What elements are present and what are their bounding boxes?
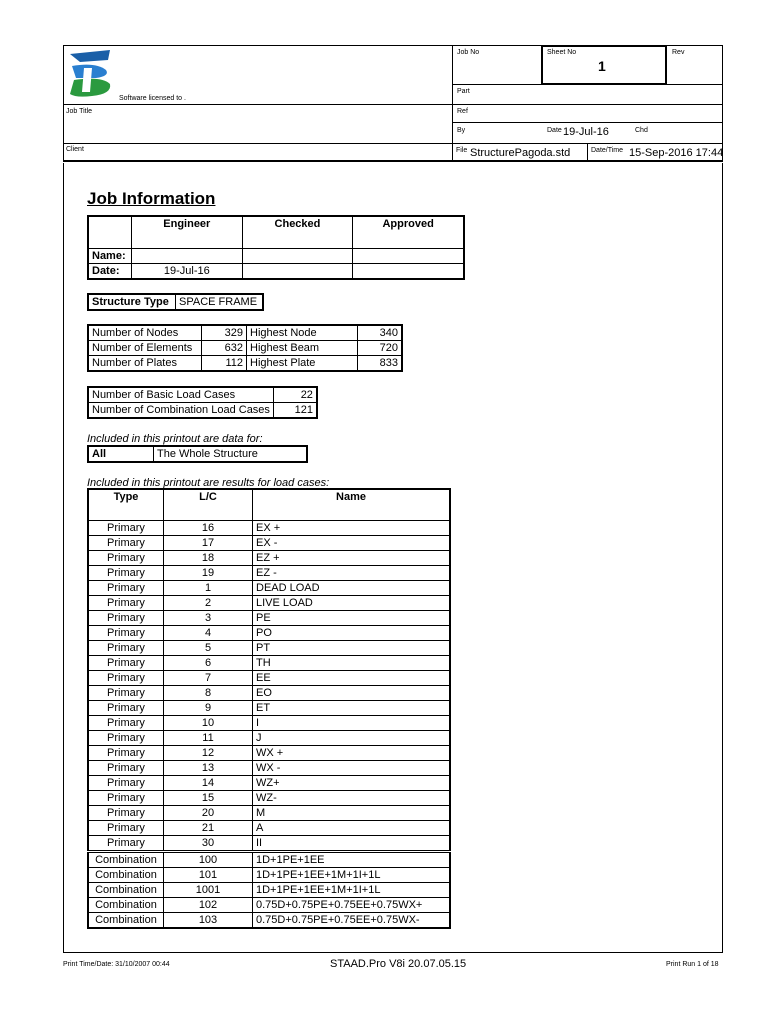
cell-name: J [253,730,451,745]
cell-name: EE [253,670,451,685]
cell-name: WX + [253,745,451,760]
cell-lc: 2 [164,595,253,610]
table-row [88,820,450,835]
table-row [88,550,450,565]
included-results-note: Included in this printout are results for load cases: [87,477,330,489]
job-no-label: Job No [457,49,480,56]
cell-lc: 1001 [164,882,253,897]
client-label: Client [66,146,84,153]
cell-lc: 1 [164,580,253,595]
basic-load-value: 22 [273,387,317,403]
table-row [88,715,450,730]
all-label: All [88,446,154,462]
table-row [88,520,450,535]
cell-type: Primary [88,745,164,760]
table-row [88,775,450,790]
col-engineer: Engineer [131,216,242,248]
cell-name: 1D+1PE+1EE+1M+1I+1L [253,882,451,897]
cell-name: EZ - [253,565,451,580]
header-divider [63,143,453,144]
cell-type: Primary [88,535,164,550]
cell-type: Primary [88,655,164,670]
cell-lc: 9 [164,700,253,715]
col-lc: L/C [164,489,253,520]
cell-type: Primary [88,760,164,775]
name-label: Name: [88,248,131,263]
table-row [88,655,450,670]
cell-name: II [253,835,451,851]
table-row [88,535,450,550]
cell-type: Combination [88,882,164,897]
combo-load-label: Number of Combination Load Cases [88,403,273,419]
table-row [88,882,450,897]
cell-type: Primary [88,580,164,595]
highest-node-value: 340 [358,325,403,341]
cell-name: 1D+1PE+1EE+1M+1I+1L [253,867,451,882]
cell-name: EX + [253,520,451,535]
nodes-value: 329 [202,325,247,341]
table-row [88,835,450,851]
plates-value: 112 [202,356,247,372]
cell-lc: 7 [164,670,253,685]
cell-name: LIVE LOAD [253,595,451,610]
cell-lc: 11 [164,730,253,745]
job-info-table [87,215,465,280]
cell-lc: 102 [164,897,253,912]
highest-plate-value: 833 [358,356,403,372]
cell-lc: 4 [164,625,253,640]
sheet-no-label: Sheet No [547,49,577,56]
cell-lc: 14 [164,775,253,790]
cell-lc: 12 [164,745,253,760]
cell-name: A [253,820,451,835]
cell-type: Primary [88,700,164,715]
cell-type: Primary [88,790,164,805]
cell-lc: 30 [164,835,253,851]
ref-label: Ref [457,108,468,115]
basic-load-label: Number of Basic Load Cases [88,387,273,403]
cell-name: 1D+1PE+1EE [253,851,451,867]
date-value: 19-Jul-16 [563,126,609,138]
table-row [88,565,450,580]
cell-name: PO [253,625,451,640]
cell-type: Combination [88,867,164,882]
license-text: Software licensed to . [119,95,186,102]
cell-type: Primary [88,595,164,610]
cell-name: EX - [253,535,451,550]
date-engineer: 19-Jul-16 [131,263,242,279]
cell-name: WZ- [253,790,451,805]
part-label: Part [457,88,470,95]
cell-lc: 17 [164,535,253,550]
included-data-note: Included in this printout are data for: [87,433,263,445]
col-checked: Checked [242,216,353,248]
page-title: Job Information [87,189,216,208]
plates-label: Number of Plates [88,356,202,372]
cell-type: Primary [88,715,164,730]
cell-name: EZ + [253,550,451,565]
cell-type: Combination [88,897,164,912]
table-row [88,790,450,805]
structure-type-label: Structure Type [88,294,176,310]
cell-type: Primary [88,640,164,655]
cell-lc: 6 [164,655,253,670]
table-row [88,670,450,685]
sheet-no-value: 1 [598,58,606,74]
elements-value: 632 [202,341,247,356]
header-divider [587,143,588,162]
highest-node-label: Highest Node [247,325,358,341]
datetime-label: Date/Time [591,147,624,154]
table-row [88,685,450,700]
highest-beam-value: 720 [358,341,403,356]
cell-name: 0.75D+0.75PE+0.75EE+0.75WX- [253,912,451,928]
table-row [88,610,450,625]
header-divider [452,122,723,123]
table-row [88,640,450,655]
cell-type: Primary [88,565,164,580]
table-row [88,912,450,928]
cell-type: Primary [88,625,164,640]
table-row [88,625,450,640]
date-label: Date [547,127,562,134]
cell-name: 0.75D+0.75PE+0.75EE+0.75WX+ [253,897,451,912]
cell-lc: 5 [164,640,253,655]
col-type: Type [88,489,164,520]
cell-name: PE [253,610,451,625]
cell-lc: 103 [164,912,253,928]
cell-lc: 15 [164,790,253,805]
included-data-table [87,445,308,463]
cell-lc: 101 [164,867,253,882]
elements-label: Number of Elements [88,341,202,356]
load-case-table [87,488,451,929]
by-label: By [457,127,466,134]
cell-lc: 10 [164,715,253,730]
job-title-label: Job Title [66,108,93,115]
cell-lc: 100 [164,851,253,867]
table-row [88,805,450,820]
file-value: StructurePagoda.std [470,147,571,159]
cell-name: M [253,805,451,820]
rev-label: Rev [672,49,685,56]
all-value: The Whole Structure [154,446,308,462]
col-approved: Approved [353,216,464,248]
table-row [88,897,450,912]
header-divider [452,104,723,105]
cell-name: WX - [253,760,451,775]
cell-type: Combination [88,851,164,867]
cell-name: ET [253,700,451,715]
structure-type-table [87,293,264,311]
cell-lc: 8 [164,685,253,700]
table-row [88,730,450,745]
table-row [88,851,450,867]
cell-lc: 19 [164,565,253,580]
cell-type: Primary [88,610,164,625]
date-row-label: Date: [88,263,131,279]
cell-name: PT [253,640,451,655]
chd-label: Chd [635,127,648,134]
cell-type: Primary [88,670,164,685]
table-row [88,760,450,775]
cell-type: Primary [88,835,164,851]
highest-beam-label: Highest Beam [247,341,358,356]
table-row [88,867,450,882]
cell-type: Primary [88,550,164,565]
cell-type: Primary [88,775,164,790]
table-row [88,745,450,760]
cell-lc: 13 [164,760,253,775]
col-name: Name [253,489,451,520]
cell-type: Primary [88,730,164,745]
print-time: Print Time/Date: 31/10/2007 00:44 [63,961,170,968]
cell-type: Combination [88,912,164,928]
cell-lc: 20 [164,805,253,820]
table-row [88,700,450,715]
cell-type: Primary [88,520,164,535]
print-run: Print Run 1 of 18 [666,961,719,968]
cell-name: I [253,715,451,730]
header-divider [63,104,453,105]
cell-lc: 18 [164,550,253,565]
nodes-label: Number of Nodes [88,325,202,341]
cell-name: DEAD LOAD [253,580,451,595]
cell-type: Primary [88,820,164,835]
cell-lc: 3 [164,610,253,625]
combo-load-value: 121 [273,403,317,419]
software-version: STAAD.Pro V8i 20.07.05.15 [330,958,467,970]
structure-type-value: SPACE FRAME [176,294,264,310]
cell-type: Primary [88,805,164,820]
counts-table [87,324,403,372]
datetime-value: 15-Sep-2016 17:44 [629,147,724,159]
bentley-logo-icon [66,48,118,100]
table-row [88,595,450,610]
table-row [88,580,450,595]
cell-type: Primary [88,685,164,700]
cell-lc: 21 [164,820,253,835]
cell-name: TH [253,655,451,670]
file-label: File [456,147,468,154]
cell-name: EO [253,685,451,700]
cell-lc: 16 [164,520,253,535]
highest-plate-label: Highest Plate [247,356,358,372]
cell-name: WZ+ [253,775,451,790]
load-count-table [87,386,318,419]
